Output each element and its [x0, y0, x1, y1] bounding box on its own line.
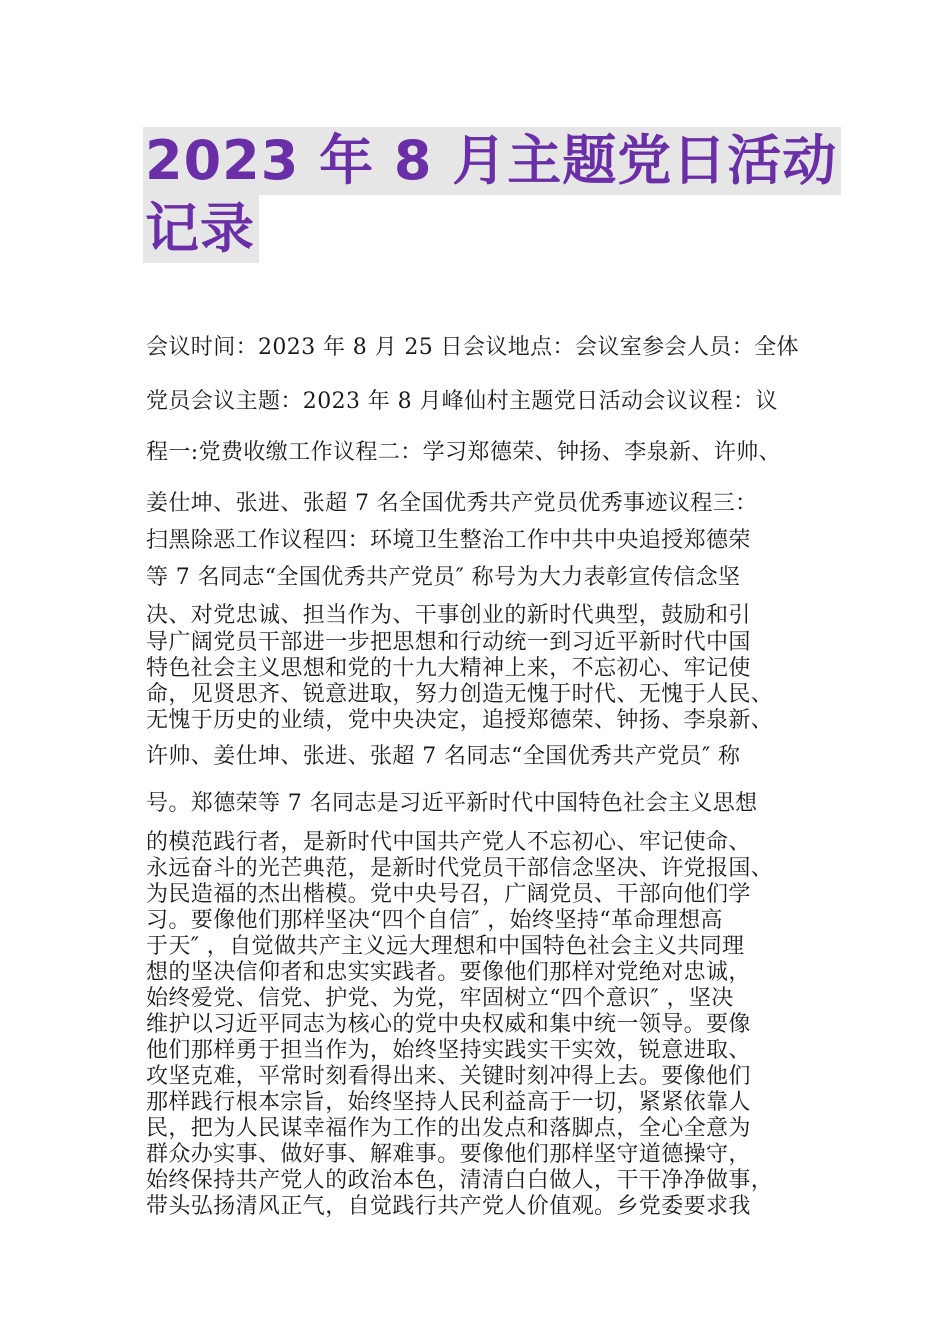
body-line: 他们那样勇于担当作为，始终坚持实践实干实效，锐意进取、 — [146, 1038, 751, 1063]
body-line: 程一:党费收缴工作议程二：学习郑德荣、钟扬、李泉新、许帅、 — [146, 440, 782, 465]
body-line: 习。要像他们那样坚决“四个自信″ ，始终坚持“革命理想高 — [146, 908, 723, 933]
body-line: 那样践行根本宗旨，始终坚持人民利益高于一切，紧紧依靠人 — [146, 1090, 751, 1115]
body-line: 特色社会主义思想和党的十九大精神上来，不忘初心、牢记使 — [146, 656, 751, 681]
body-line: 命，见贤思齐、锐意进取，努力创造无愧于时代、无愧于人民、 — [146, 682, 774, 707]
body-line: 无愧于历史的业绩，党中央决定，追授郑德荣、钟扬、李泉新、 — [146, 708, 774, 733]
body-line: 民，把为人民谋幸福作为工作的出发点和落脚点，全心全意为 — [146, 1116, 751, 1141]
body-line: 永远奋斗的光芒典范，是新时代党员干部信念坚决、许党报国、 — [146, 856, 774, 881]
body-line: 号。郑德荣等 7 名同志是习近平新时代中国特色社会主义思想 — [146, 791, 758, 816]
body-line: 扫黑除恶工作议程四：环境卫生整治工作中共中央追授郑德荣 — [146, 528, 751, 553]
body-line: 为民造福的杰出楷模。党中央号召，广阔党员、干部向他们学 — [146, 882, 751, 907]
body-line: 党员会议主题：2023 年 8 月峰仙村主题党日活动会议议程：议 — [146, 389, 778, 414]
body-line: 许帅、姜仕坤、张进、张超 7 名同志“全国优秀共产党员″ 称 — [146, 744, 741, 769]
body-line: 的模范践行者，是新时代中国共产党人不忘初心、牢记使命、 — [146, 830, 751, 855]
body-line: 会议时间：2023 年 8 月 25 日会议地点：会议室参会人员：全体 — [146, 335, 799, 360]
body-line: 决、对党忠诚、担当作为、干事创业的新时代典型，鼓励和引 — [146, 603, 751, 628]
body-line: 姜仕坤、张进、张超 7 名全国优秀共产党员优秀事迹议程三： — [146, 491, 758, 516]
body-line: 始终保持共产党人的政治本色，清清白白做人，干干净净做事， — [146, 1168, 774, 1193]
body-line: 于天″ ，自觉做共产主义远大理想和中国特色社会主义共同理 — [146, 934, 745, 959]
body-line: 攻坚克难，平常时刻看得出来、关键时刻冲得上去。要像他们 — [146, 1064, 751, 1089]
body-line: 始终爱党、信党、护党、为党，牢固树立“四个意识″ ，坚决 — [146, 986, 734, 1011]
body-line: 等 7 名同志“全国优秀共产党员″ 称号为大力表彰宣传信念坚 — [146, 565, 741, 590]
title-line-2: 记录 — [143, 195, 259, 263]
body-line: 维护以习近平同志为核心的党中央权威和集中统一领导。要像 — [146, 1012, 751, 1037]
document-title — [143, 127, 838, 263]
title-line-1: 2023 年 8 月主题党日活动 — [143, 127, 841, 195]
body-line: 带头弘扬清风正气，自觉践行共产党人价值观。乡党委要求我 — [146, 1194, 751, 1219]
body-line: 想的坚决信仰者和忠实实践者。要像他们那样对党绝对忠诚， — [146, 960, 751, 985]
body-line: 导广阔党员干部进一步把思想和行动统一到习近平新时代中国 — [146, 630, 751, 655]
body-line: 群众办实事、做好事、解难事。要像他们那样坚守道德操守， — [146, 1142, 751, 1167]
